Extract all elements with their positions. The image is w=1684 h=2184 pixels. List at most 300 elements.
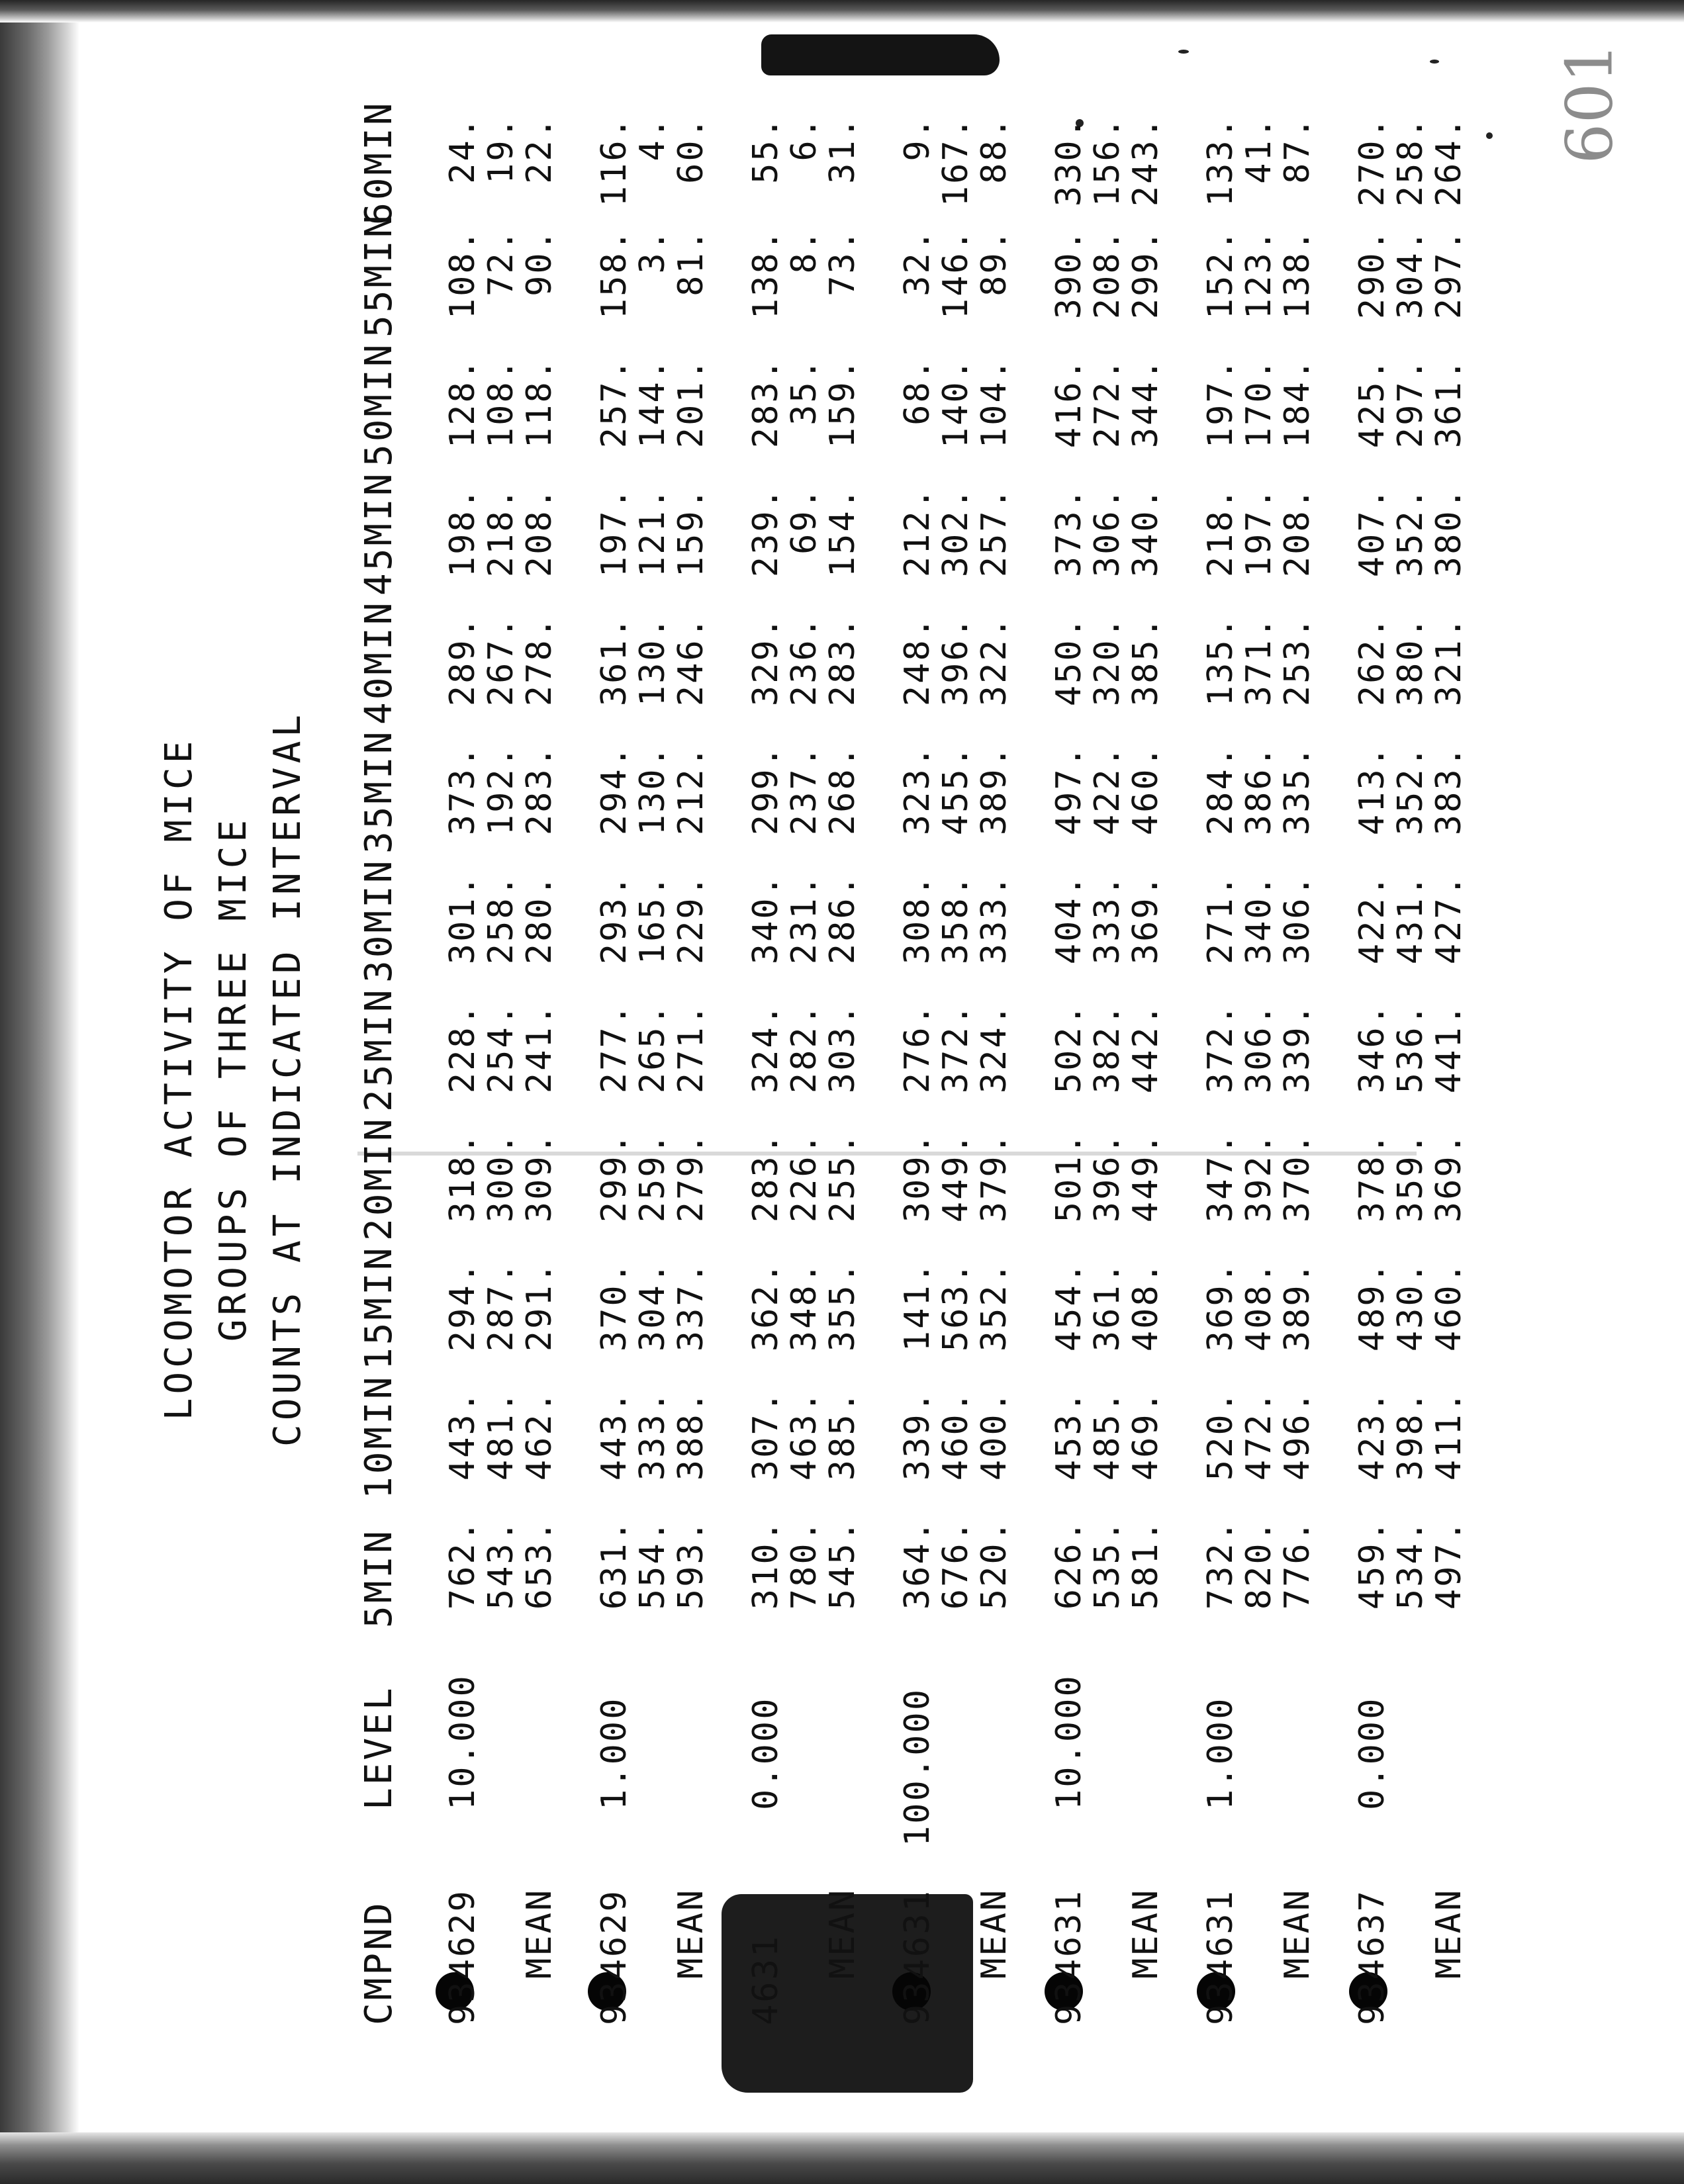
value: 453.: [1049, 1390, 1089, 1481]
value: 141.: [898, 1261, 937, 1352]
mean-value: 333.: [974, 874, 1014, 965]
mean-value: 355.: [823, 1261, 863, 1352]
header-level: LEVEL: [357, 1685, 400, 1810]
cell-35min: [1353, 745, 1468, 854]
value: 283.: [746, 1132, 786, 1223]
value: 340.: [746, 874, 786, 965]
mean-value: 208.: [1278, 486, 1317, 578]
mean-value: 87.: [1278, 116, 1317, 184]
cell-30min: [1050, 874, 1165, 983]
mean-value: 449.: [1126, 1132, 1166, 1223]
mean-value: 243.: [1126, 116, 1166, 207]
title-line-2: GROUPS OF THREE MICE: [212, 815, 255, 1342]
dose-level: 1.000: [1201, 1696, 1240, 1810]
value: 413.: [1352, 745, 1392, 836]
value: 443.: [443, 1390, 483, 1481]
cell-35min: [1050, 745, 1165, 854]
compound-id: 934631: [1049, 1889, 1089, 2025]
mean-value: 264.: [1429, 116, 1469, 207]
mean-value: 241.: [520, 1003, 559, 1094]
value: 293.: [594, 874, 634, 965]
dose-level: 0.000: [746, 1696, 786, 1810]
scan-edge-bottom: [0, 2132, 1684, 2184]
cell-60min: [898, 116, 1013, 225]
value: 121.: [633, 486, 673, 578]
header-10min: 10MIN: [357, 1374, 400, 1499]
mean-label: MEAN: [520, 1888, 559, 1979]
cell-30min: [747, 874, 862, 983]
cell-50min: [595, 357, 710, 467]
value: 272.: [1088, 357, 1127, 449]
value: 116.: [594, 116, 634, 207]
mean-value: 427.: [1429, 874, 1469, 965]
mean-value: 283.: [520, 745, 559, 836]
value: 41.: [1239, 116, 1279, 184]
cell-40min: [1353, 615, 1468, 725]
value: 371.: [1239, 615, 1279, 707]
value: 287.: [481, 1261, 521, 1352]
mean-value: 283.: [823, 615, 863, 707]
mean-value: 286.: [823, 874, 863, 965]
value: 270.: [1352, 116, 1392, 207]
value: 108.: [481, 357, 521, 449]
cell-60min: [1353, 116, 1468, 225]
value: 239.: [746, 486, 786, 578]
cell-55min: [898, 228, 1013, 338]
value: 192.: [481, 745, 521, 836]
value: 373.: [1049, 486, 1089, 578]
mean-value: 104.: [974, 357, 1014, 449]
value: 472.: [1239, 1390, 1279, 1481]
mean-value: 380.: [1429, 486, 1469, 578]
cell-55min: [444, 228, 559, 338]
mean-value: 408.: [1126, 1261, 1166, 1352]
mean-label: MEAN: [1278, 1888, 1317, 1979]
value: 369.: [1201, 1261, 1240, 1352]
mean-value: 340.: [1126, 486, 1166, 578]
value: 454.: [1049, 1261, 1089, 1352]
value: 108.: [443, 228, 483, 320]
cell-60min: [1050, 116, 1165, 225]
mean-value: 271.: [671, 1003, 711, 1094]
cell-10min: [1201, 1390, 1317, 1499]
value: 158.: [594, 228, 634, 320]
mean-value: 255.: [823, 1132, 863, 1223]
mean-value: 278.: [520, 615, 559, 707]
cell-25min: [1353, 1003, 1468, 1112]
header-60min: 60MIN: [357, 100, 400, 225]
mean-value: 581.: [1126, 1519, 1166, 1610]
value: 422.: [1352, 874, 1392, 965]
value: 257.: [594, 357, 634, 449]
mean-value: 369.: [1126, 874, 1166, 965]
value: 396.: [936, 615, 976, 707]
value: 258.: [481, 874, 521, 965]
cell-55min: [1201, 228, 1317, 338]
value: 324.: [746, 1003, 786, 1094]
header-55min: 55MIN: [357, 212, 400, 338]
cell-30min: [898, 874, 1013, 983]
header-35min: 35MIN: [357, 729, 400, 854]
compound-id: 934631: [898, 1889, 937, 2025]
header-50min: 50MIN: [357, 341, 400, 467]
value: 364.: [898, 1519, 937, 1610]
title-line-3: COUNTS AT INDICATED INTERVAL: [266, 711, 309, 1447]
value: 130.: [633, 615, 673, 707]
value: 284.: [1201, 745, 1240, 836]
value: 297.: [1391, 357, 1430, 449]
value: 543.: [481, 1519, 521, 1610]
value: 226.: [784, 1132, 824, 1223]
value: 372.: [1201, 1003, 1240, 1094]
scan-edge-left: [0, 0, 79, 2184]
dose-level: 10.000: [443, 1674, 483, 1810]
value: 69.: [784, 486, 824, 555]
value: 144.: [633, 357, 673, 449]
mean-value: 73.: [823, 228, 863, 296]
value: 267.: [481, 615, 521, 707]
value: 431.: [1391, 874, 1430, 965]
value: 294.: [594, 745, 634, 836]
value: 32.: [898, 228, 937, 296]
mean-label: MEAN: [1126, 1888, 1166, 1979]
value: 4.: [633, 116, 673, 161]
cell-20min: [1201, 1132, 1317, 1241]
value: 485.: [1088, 1390, 1127, 1481]
data-group: [1352, 116, 1485, 2038]
value: 304.: [633, 1261, 673, 1352]
cell-30min: [595, 874, 710, 983]
mean-value: 520.: [974, 1519, 1014, 1610]
value: 780.: [784, 1519, 824, 1610]
value: 762.: [443, 1519, 483, 1610]
cell-25min: [1050, 1003, 1165, 1112]
value: 329.: [746, 615, 786, 707]
cell-20min: [898, 1132, 1013, 1241]
value: 123.: [1239, 228, 1279, 320]
value: 290.: [1352, 228, 1392, 320]
value: 455.: [936, 745, 976, 836]
mean-value: 593.: [671, 1519, 711, 1610]
value: 422.: [1088, 745, 1127, 836]
value: 348.: [784, 1261, 824, 1352]
value: 228.: [443, 1003, 483, 1094]
mean-value: 81.: [671, 228, 711, 296]
rotated-table-content: [152, 100, 1509, 2038]
mean-value: 159.: [823, 357, 863, 449]
value: 398.: [1391, 1390, 1430, 1481]
cell-25min: [595, 1003, 710, 1112]
value: 294.: [443, 1261, 483, 1352]
value: 380.: [1391, 615, 1430, 707]
cell-45min: [898, 486, 1013, 596]
value: 282.: [784, 1003, 824, 1094]
value: 459.: [1352, 1519, 1392, 1610]
value: 300.: [481, 1132, 521, 1223]
speck: [1430, 60, 1439, 64]
data-groups: [443, 116, 1505, 2038]
value: 277.: [594, 1003, 634, 1094]
value: 299.: [746, 745, 786, 836]
cell-10min: [595, 1390, 710, 1499]
mean-value: 303.: [823, 1003, 863, 1094]
data-group: [443, 116, 576, 2038]
mean-value: 442.: [1126, 1003, 1166, 1094]
mean-value: 653.: [520, 1519, 559, 1610]
mean-value: 344.: [1126, 357, 1166, 449]
value: 218.: [481, 486, 521, 578]
cell-45min: [1201, 486, 1317, 596]
mean-value: 208.: [520, 486, 559, 578]
mean-value: 383.: [1429, 745, 1469, 836]
value: 276.: [898, 1003, 937, 1094]
mean-value: 497.: [1429, 1519, 1469, 1610]
value: 198.: [443, 486, 483, 578]
mean-value: 385.: [1126, 615, 1166, 707]
value: 392.: [1239, 1132, 1279, 1223]
value: 333.: [1088, 874, 1127, 965]
value: 289.: [443, 615, 483, 707]
header-30min: 30MIN: [357, 858, 400, 983]
cell-50min: [1201, 357, 1317, 467]
value: 443.: [594, 1390, 634, 1481]
value: 156.: [1088, 116, 1127, 207]
value: 258.: [1391, 116, 1430, 207]
compound-id: 934631: [1201, 1889, 1240, 2025]
mean-value: 279.: [671, 1132, 711, 1223]
cell-55min: [1353, 228, 1468, 338]
header-25min: 25MIN: [357, 987, 400, 1112]
value: 520.: [1201, 1390, 1240, 1481]
cell-60min: [1201, 116, 1317, 225]
cell-15min: [747, 1261, 862, 1370]
value: 138.: [746, 228, 786, 320]
value: 197.: [594, 486, 634, 578]
mean-value: 212.: [671, 745, 711, 836]
data-group: [746, 116, 879, 2038]
value: 333.: [633, 1390, 673, 1481]
value: 449.: [936, 1132, 976, 1223]
value: 265.: [633, 1003, 673, 1094]
value: 304.: [1391, 228, 1430, 320]
mean-value: 229.: [671, 874, 711, 965]
mean-value: 545.: [823, 1519, 863, 1610]
mean-value: 496.: [1278, 1390, 1317, 1481]
scan-edge-top: [0, 0, 1684, 23]
cell-40min: [595, 615, 710, 725]
value: 152.: [1201, 228, 1240, 320]
value: 309.: [898, 1132, 937, 1223]
value: 404.: [1049, 874, 1089, 965]
mean-value: 309.: [520, 1132, 559, 1223]
header-5min: 5MIN: [357, 1528, 400, 1628]
mean-value: 257.: [974, 486, 1014, 578]
value: 423.: [1352, 1390, 1392, 1481]
header-45min: 45MIN: [357, 471, 400, 596]
mean-value: 280.: [520, 874, 559, 965]
value: 362.: [746, 1261, 786, 1352]
value: 283.: [746, 357, 786, 449]
mean-value: 460.: [1429, 1261, 1469, 1352]
value: 563.: [936, 1261, 976, 1352]
value: 197.: [1201, 357, 1240, 449]
cell-50min: [1353, 357, 1468, 467]
value: 489.: [1352, 1261, 1392, 1352]
compound-id: 4631: [746, 1934, 786, 2025]
mean-value: 776.: [1278, 1519, 1317, 1610]
value: 502.: [1049, 1003, 1089, 1094]
value: 310.: [746, 1519, 786, 1610]
speck: [1178, 50, 1189, 54]
mean-value: 154.: [823, 486, 863, 578]
cell-35min: [595, 745, 710, 854]
value: 212.: [898, 486, 937, 578]
column-header-row: [357, 100, 410, 2038]
cell-40min: [1201, 615, 1317, 725]
cell-45min: [1353, 486, 1468, 596]
value: 370.: [594, 1261, 634, 1352]
cell-15min: [595, 1261, 710, 1370]
cell-45min: [595, 486, 710, 596]
mean-value: 306.: [1278, 874, 1317, 965]
value: 386.: [1239, 745, 1279, 836]
value: 262.: [1352, 615, 1392, 707]
value: 463.: [784, 1390, 824, 1481]
compound-id: 934629: [443, 1889, 483, 2025]
cell-50min: [1050, 357, 1165, 467]
cell-30min: [1353, 874, 1468, 983]
value: 416.: [1049, 357, 1089, 449]
data-group: [898, 116, 1031, 2038]
value: 330.: [1049, 116, 1089, 207]
mean-value: 335.: [1278, 745, 1317, 836]
mean-value: 388.: [671, 1390, 711, 1481]
value: 146.: [936, 228, 976, 320]
mean-value: 460.: [1126, 745, 1166, 836]
cell-5min: [747, 1519, 862, 1628]
header-15min: 15MIN: [357, 1245, 400, 1370]
value: 497.: [1049, 745, 1089, 836]
value: 167.: [936, 116, 976, 207]
mean-value: 400.: [974, 1390, 1014, 1481]
mean-value: 441.: [1429, 1003, 1469, 1094]
value: 554.: [633, 1519, 673, 1610]
value: 248.: [898, 615, 937, 707]
mean-value: 370.: [1278, 1132, 1317, 1223]
value: 390.: [1049, 228, 1089, 320]
value: 3.: [633, 228, 673, 274]
mean-value: 324.: [974, 1003, 1014, 1094]
mean-value: 321.: [1429, 615, 1469, 707]
dose-level: 10.000: [1049, 1674, 1089, 1810]
cell-20min: [595, 1132, 710, 1241]
cell-50min: [444, 357, 559, 467]
mean-value: 88.: [974, 116, 1014, 184]
mean-value: 184.: [1278, 357, 1317, 449]
header-20min: 20MIN: [357, 1116, 400, 1241]
value: 68.: [898, 357, 937, 426]
title-block: [152, 119, 315, 2038]
cell-50min: [898, 357, 1013, 467]
value: 301.: [443, 874, 483, 965]
cell-5min: [898, 1519, 1013, 1628]
mean-value: 291.: [520, 1261, 559, 1352]
value: 170.: [1239, 357, 1279, 449]
mean-value: 89.: [974, 228, 1014, 296]
cell-5min: [1201, 1519, 1317, 1628]
value: 271.: [1201, 874, 1240, 965]
mean-value: 469.: [1126, 1390, 1166, 1481]
cell-40min: [898, 615, 1013, 725]
value: 135.: [1201, 615, 1240, 707]
value: 237.: [784, 745, 824, 836]
value: 676.: [936, 1519, 976, 1610]
cell-20min: [444, 1132, 559, 1241]
value: 501.: [1049, 1132, 1089, 1223]
cell-50min: [747, 357, 862, 467]
value: 231.: [784, 874, 824, 965]
mean-value: 361.: [1429, 357, 1469, 449]
value: 536.: [1391, 1003, 1430, 1094]
mean-value: 339.: [1278, 1003, 1317, 1094]
cell-55min: [747, 228, 862, 338]
cell-60min: [444, 116, 559, 225]
value: 306.: [1239, 1003, 1279, 1094]
mean-value: 299.: [1126, 228, 1166, 320]
value: 8.: [784, 228, 824, 274]
value: 6.: [784, 116, 824, 161]
value: 358.: [936, 874, 976, 965]
mean-value: 462.: [520, 1390, 559, 1481]
value: 308.: [898, 874, 937, 965]
value: 361.: [594, 615, 634, 707]
value: 372.: [936, 1003, 976, 1094]
value: 197.: [1239, 486, 1279, 578]
value: 820.: [1239, 1519, 1279, 1610]
value: 9.: [898, 116, 937, 161]
mean-value: 411.: [1429, 1390, 1469, 1481]
cell-10min: [444, 1390, 559, 1499]
header-40min: 40MIN: [357, 600, 400, 725]
cell-30min: [1201, 874, 1317, 983]
value: 165.: [633, 874, 673, 965]
value: 318.: [443, 1132, 483, 1223]
value: 140.: [936, 357, 976, 449]
value: 236.: [784, 615, 824, 707]
value: 430.: [1391, 1261, 1430, 1352]
mean-value: 159.: [671, 486, 711, 578]
mean-value: 253.: [1278, 615, 1317, 707]
value: 55.: [746, 116, 786, 184]
compound-id: 934637: [1352, 1889, 1392, 2025]
cell-15min: [1353, 1261, 1468, 1370]
value: 19.: [481, 116, 521, 184]
cell-35min: [747, 745, 862, 854]
value: 450.: [1049, 615, 1089, 707]
mean-value: 268.: [823, 745, 863, 836]
header-cmpnd: CMPND: [357, 1900, 400, 2025]
mean-value: 22.: [520, 116, 559, 184]
value: 72.: [481, 228, 521, 296]
cell-55min: [595, 228, 710, 338]
value: 460.: [936, 1390, 976, 1481]
dose-level: 0.000: [1352, 1696, 1392, 1810]
data-group: [1049, 116, 1182, 2038]
value: 306.: [1088, 486, 1127, 578]
handwritten-page-number: 601: [1552, 42, 1627, 164]
cell-10min: [1353, 1390, 1468, 1499]
cell-25min: [747, 1003, 862, 1112]
